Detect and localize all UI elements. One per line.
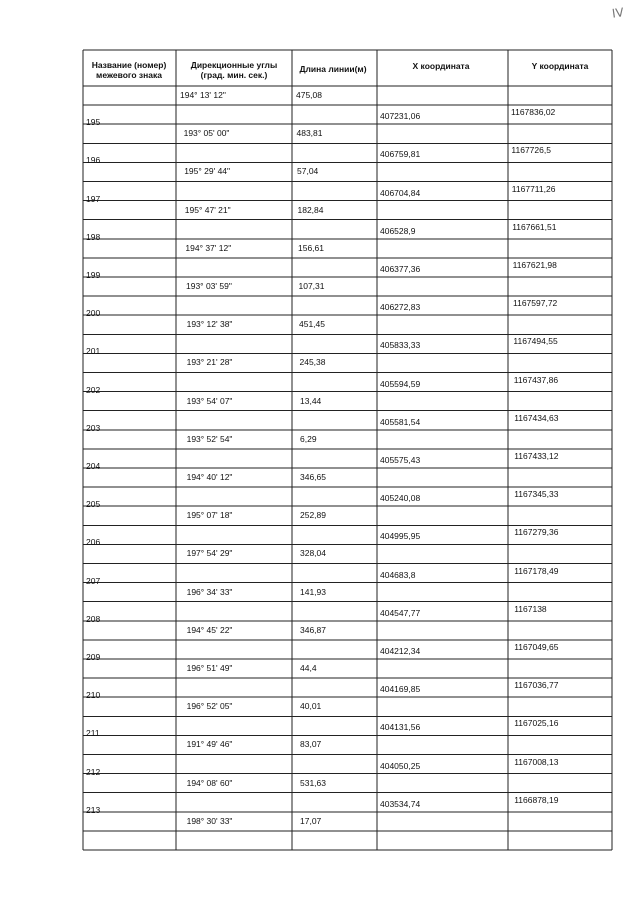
segment-length: 346,65 (300, 472, 326, 482)
segment-angle: 191° 49' 46" (186, 739, 233, 750)
segment-angle: 194° 37' 12" (185, 242, 232, 253)
point-x-coordinate: 405833,33 (380, 340, 421, 351)
point-x-coordinate: 405581,54 (380, 416, 421, 427)
point-y-coordinate: 1167437,86 (513, 374, 559, 385)
segment-length: 531,63 (300, 777, 326, 788)
point-name: 201 (86, 346, 101, 357)
point-x-coordinate: 406377,36 (380, 263, 421, 274)
point-y-coordinate: 1167036,77 (514, 680, 559, 691)
segment-length: 451,45 (299, 319, 325, 330)
segment-angle: 195° 07' 18" (186, 510, 233, 521)
segment-length: 483,81 (296, 128, 323, 139)
segment-angle: 193° 54' 07" (186, 395, 233, 406)
point-x-coordinate: 404131,56 (380, 722, 421, 733)
header-x-coordinate: X координата (412, 61, 470, 71)
segment-angle: 198° 30' 33" (186, 815, 233, 826)
point-x-coordinate: 404683,8 (380, 569, 416, 580)
segment-length: 44,4 (300, 663, 317, 673)
segment-angle: 193° 03' 59" (186, 281, 232, 291)
point-y-coordinate: 1167345,33 (514, 489, 559, 500)
point-y-coordinate: 1167138 (514, 603, 547, 614)
header-length: Длина линии(м) (299, 64, 367, 74)
point-y-coordinate: 1167025,16 (514, 718, 559, 729)
segment-length: 57,04 (297, 166, 319, 177)
point-name: 212 (86, 766, 101, 777)
segment-length: 83,07 (300, 739, 322, 750)
segment-angle: 196° 52' 05" (186, 701, 233, 712)
point-y-coordinate: 1167049,65 (514, 641, 559, 652)
point-x-coordinate: 406759,81 (380, 149, 421, 160)
segment-length: 328,04 (300, 548, 326, 559)
point-y-coordinate: 1167661,51 (512, 221, 557, 232)
point-y-coordinate: 1167279,36 (514, 527, 559, 538)
point-name: 200 (86, 308, 101, 319)
header-name: Название (номер) межевого знака (91, 60, 167, 80)
segment-angle: 193° 21' 28" (186, 357, 233, 368)
point-y-coordinate: 1167433,12 (514, 450, 559, 461)
point-name: 195 (86, 117, 101, 128)
point-name: 210 (86, 690, 101, 701)
point-y-coordinate: 1167178,49 (514, 565, 559, 576)
segment-length: 475,08 (296, 90, 322, 100)
segment-angle: 194° 45' 22" (186, 624, 233, 635)
point-x-coordinate: 406704,84 (380, 187, 421, 198)
segment-length: 245,38 (299, 357, 326, 368)
point-name: 199 (86, 269, 101, 280)
segment-length: 156,61 (298, 242, 324, 253)
page-mark: IV (611, 5, 625, 21)
point-y-coordinate: 1167711,26 (511, 183, 556, 194)
segment-angle: 195° 29' 44" (184, 166, 231, 177)
segment-angle: 194° 08' 60" (186, 777, 233, 788)
segment-length: 40,01 (300, 701, 322, 712)
point-name: 213 (86, 804, 101, 815)
point-x-coordinate: 406528,9 (380, 225, 416, 236)
segment-angle: 196° 34' 33" (186, 586, 233, 597)
segment-length: 17,07 (300, 815, 322, 826)
segment-angle: 194° 13' 12" (180, 90, 226, 100)
point-y-coordinate: 1167726,5 (511, 145, 551, 156)
segment-length: 107,31 (298, 281, 325, 291)
header-y-coordinate: Y координата (531, 61, 589, 71)
point-x-coordinate: 404547,77 (380, 607, 421, 618)
point-y-coordinate: 1167621,98 (512, 259, 557, 270)
point-name: 207 (86, 575, 101, 586)
header-angle: Дирекционные углы (град. мин. сек.) (190, 60, 278, 80)
point-name: 196 (86, 155, 101, 166)
point-name: 205 (86, 499, 101, 510)
segment-angle: 197° 54' 29" (186, 548, 233, 559)
point-name: 203 (86, 422, 101, 433)
point-y-coordinate: 1166878,19 (514, 794, 559, 805)
point-x-coordinate: 404169,85 (380, 684, 421, 695)
point-y-coordinate: 1167597,72 (513, 298, 558, 309)
point-x-coordinate: 404995,95 (380, 531, 421, 542)
segment-length: 13,44 (300, 395, 322, 406)
point-y-coordinate: 1167494,55 (513, 336, 558, 347)
point-name: 198 (86, 231, 101, 242)
point-y-coordinate: 1167836,02 (511, 107, 556, 118)
point-name: 204 (86, 460, 101, 471)
point-x-coordinate: 404212,34 (380, 645, 421, 656)
point-y-coordinate: 1167434,63 (514, 412, 559, 423)
point-x-coordinate: 405575,43 (380, 454, 421, 465)
segment-angle: 196° 51' 49" (186, 663, 233, 673)
segment-angle: 193° 52' 54" (186, 433, 233, 444)
segment-length: 346,87 (300, 624, 326, 635)
point-x-coordinate: 407231,06 (380, 111, 421, 122)
point-name: 209 (86, 651, 101, 662)
segment-angle: 193° 05' 00" (183, 128, 230, 139)
segment-angle: 195° 47' 21" (184, 204, 231, 215)
point-name: 202 (86, 384, 101, 395)
point-name: 197 (86, 193, 101, 204)
point-x-coordinate: 405594,59 (380, 378, 421, 389)
segment-angle: 193° 12' 38" (186, 319, 233, 330)
point-x-coordinate: 405240,08 (380, 493, 421, 504)
segment-length: 252,89 (300, 510, 326, 521)
segment-angle: 194° 40' 12" (186, 472, 233, 482)
point-name: 208 (86, 613, 101, 624)
point-x-coordinate: 406272,83 (380, 302, 421, 313)
segment-length: 182,84 (297, 204, 324, 215)
point-x-coordinate: 404050,25 (380, 760, 421, 771)
point-y-coordinate: 1167008,13 (514, 756, 559, 767)
segment-length: 141,93 (300, 586, 326, 597)
point-name: 211 (86, 728, 100, 739)
point-name: 206 (86, 537, 101, 548)
point-x-coordinate: 403534,74 (380, 798, 421, 809)
segment-length: 6,29 (300, 433, 317, 444)
